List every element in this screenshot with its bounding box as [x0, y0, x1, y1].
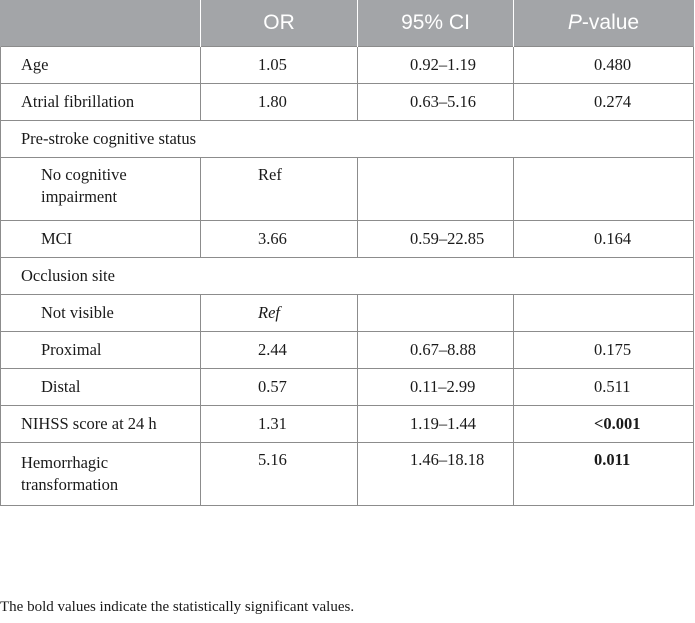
row-or: 2.44 — [201, 332, 358, 369]
row-ci: 0.59–22.85 — [358, 221, 514, 258]
header-variable — [1, 0, 201, 47]
table-row — [1, 158, 694, 221]
table-footnote: The bold values indicate the statistically significant values. — [0, 599, 355, 615]
row-or: 1.80 — [201, 84, 358, 121]
row-label — [1, 443, 201, 506]
row-ci: 1.46–18.18 — [358, 443, 514, 506]
row-pvalue: 0.511 — [514, 369, 694, 406]
table-row — [1, 221, 694, 258]
row-label: Not visible — [1, 295, 201, 332]
row-label: Atrial fibrillation — [1, 84, 201, 121]
header-ci: 95% CI — [358, 0, 514, 47]
row-ci: 0.63–5.16 — [358, 84, 514, 121]
table-row — [1, 47, 694, 84]
section-label: Pre-stroke cognitive status — [1, 121, 694, 158]
table-row — [1, 443, 694, 506]
row-pvalue — [514, 158, 694, 221]
section-label: Occlusion site — [1, 258, 694, 295]
row-label: Distal — [1, 369, 201, 406]
table-row-section — [1, 121, 694, 158]
table-row — [1, 369, 694, 406]
table-row — [1, 295, 694, 332]
row-ci — [358, 295, 514, 332]
row-ci: 0.92–1.19 — [358, 47, 514, 84]
header-pvalue — [514, 0, 694, 47]
row-or: 5.16 — [201, 443, 358, 506]
row-or: 0.57 — [201, 369, 358, 406]
row-label: MCI — [1, 221, 201, 258]
row-pvalue — [514, 295, 694, 332]
row-label-line2: impairment — [41, 187, 118, 206]
row-or: Ref — [201, 295, 358, 332]
header-row — [1, 0, 694, 47]
row-or: Ref — [201, 158, 358, 221]
header-or: OR — [201, 0, 358, 47]
row-ci — [358, 158, 514, 221]
table-row — [1, 406, 694, 443]
row-label: NIHSS score at 24 h — [1, 406, 201, 443]
row-or: 1.05 — [201, 47, 358, 84]
row-pvalue-significant: 0.011 — [514, 443, 694, 506]
row-pvalue: 0.274 — [514, 84, 694, 121]
row-ci: 1.19–1.44 — [358, 406, 514, 443]
row-label — [1, 158, 201, 221]
header-pvalue-p: P — [567, 11, 582, 34]
row-pvalue: 0.480 — [514, 47, 694, 84]
row-ci: 0.67–8.88 — [358, 332, 514, 369]
row-ci: 0.11–2.99 — [358, 369, 514, 406]
row-label: Proximal — [1, 332, 201, 369]
row-or: 1.31 — [201, 406, 358, 443]
row-or: 3.66 — [201, 221, 358, 258]
row-label: Age — [1, 47, 201, 84]
row-label-line2: transformation — [21, 475, 119, 494]
row-pvalue: 0.164 — [514, 221, 694, 258]
header-pvalue-rest: -value — [581, 11, 640, 34]
table-row — [1, 332, 694, 369]
row-label-line1: Hemorrhagic — [21, 453, 109, 472]
table-row-section — [1, 258, 694, 295]
row-label-line1: No cognitive — [41, 165, 127, 184]
table-row — [1, 84, 694, 121]
row-pvalue-significant: <0.001 — [514, 406, 694, 443]
row-pvalue: 0.175 — [514, 332, 694, 369]
